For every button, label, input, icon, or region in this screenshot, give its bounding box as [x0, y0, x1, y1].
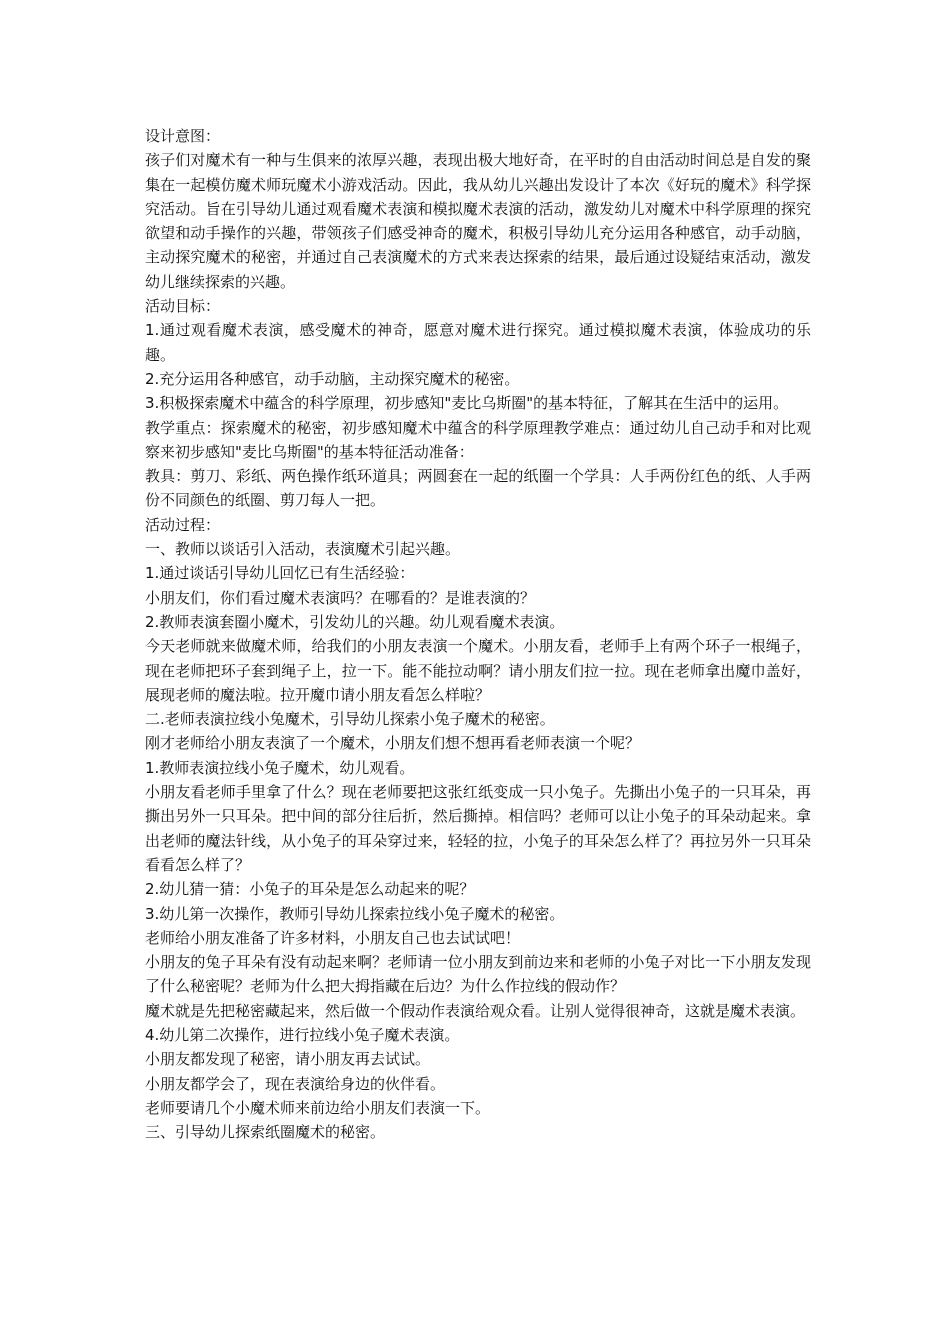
- paragraph: 小朋友都学会了，现在表演给身边的伙伴看。: [145, 1074, 446, 1093]
- list-item: 2.充分运用各种感官，动手动脑，主动探究魔术的秘密。: [145, 369, 520, 388]
- list-item: 3.积极探索魔术中蕴含的科学原理，初步感知"麦比乌斯圈"的基本特征，了解其在生活中的运用。: [145, 394, 789, 413]
- list-item: 2.幼儿猜一猜：小兔子的耳朵是怎么动起来的呢？: [145, 880, 475, 899]
- paragraph: 一、教师以谈话引入活动，表演魔术引起兴趣。: [145, 540, 461, 559]
- list-item: 2.教师表演套圈小魔术，引发幼儿的兴趣。幼儿观看魔术表演。: [145, 612, 565, 631]
- list-item: 1.通过谈话引导幼儿回忆已有生活经验：: [145, 564, 415, 583]
- paragraph: 刚才老师给小朋友表演了一个魔术，小朋友们想不想再看老师表演一个呢？: [145, 734, 641, 753]
- paragraph: 教具：剪刀、彩纸、两色操作纸环道具；两圆套在一起的纸圈一个学具：人手两份红色的纸、人手两份不同颜色的纸圈、剪刀每人一把。: [145, 467, 811, 510]
- document-body: [145, 124, 811, 1144]
- paragraph: 老师给小朋友准备了许多材料，小朋友自己也去试试吧！: [145, 928, 521, 947]
- paragraph: 小朋友的兔子耳朵有没有动起来啊？老师请一位小朋友到前边来和老师的小兔子对比一下小朋友发现了什么秘密呢？老师为什么把大拇指藏在后边？为什么作拉线的假动作？: [145, 953, 811, 996]
- list-item: 1.通过观看魔术表演，感受魔术的神奇，愿意对魔术进行探究。通过模拟魔术表演，体验成功的乐趣。: [145, 321, 811, 364]
- paragraph: 小朋友看老师手里拿了什么？现在老师要把这张红纸变成一只小兔子。先撕出小兔子的一只耳朵，再撕出另外一只耳朵。把中间的部分往后折，然后撕掉。相信吗？老师可以让小兔子的耳朵动起来。拿出老师的魔法针线，从小兔子的耳朵穿过来，轻轻的拉，小兔子的耳朵怎么样了？再拉另外一只耳朵看看怎么样了？: [145, 783, 811, 874]
- paragraph: 老师要请几个小魔术师来前边给小朋友们表演一下。: [145, 1098, 491, 1117]
- paragraph: 小朋友们，你们看过魔术表演吗？在哪看的？是谁表演的？: [145, 588, 536, 607]
- paragraph: 小朋友都发现了秘密，请小朋友再去试试。: [145, 1050, 431, 1069]
- paragraph: 魔术就是先把秘密藏起来，然后做一个假动作表演给观众看。让别人觉得很神奇，这就是魔术表演。: [145, 1001, 806, 1020]
- section-heading-activity-process: 活动过程：: [145, 515, 221, 534]
- paragraph: 孩子们对魔术有一种与生俱来的浓厚兴趣，表现出极大地好奇，在平时的自由活动时间总是自发的聚集在一起模仿魔术师玩魔术小游戏活动。因此，我从幼儿兴趣出发设计了本次《好玩的魔术》科学探究活动。旨在引导幼儿通过观看魔术表演和模拟魔术表演的活动，激发幼儿对魔术中科学原理的探究欲望和动手操作的兴趣，带领孩子们感受神奇的魔术，积极引导幼儿充分运用各种感官，动手动脑，主动探究魔术的秘密，并通过自己表演魔术的方式来表达探索的结果，最后通过设疑结束活动，激发幼儿继续探索的兴趣。: [145, 151, 811, 291]
- section-heading-activity-goals: 活动目标：: [145, 297, 221, 316]
- paragraph: 三、引导幼儿探索纸圈魔术的秘密。: [145, 1123, 386, 1142]
- list-item: 1.教师表演拉线小兔子魔术，幼儿观看。: [145, 758, 415, 777]
- list-item: 4.幼儿第二次操作，进行拉线小兔子魔术表演。: [145, 1025, 460, 1044]
- section-heading-design-intent: 设计意图：: [145, 127, 221, 145]
- paragraph: 教学重点：探索魔术的秘密，初步感知魔术中蕴含的科学原理教学难点：通过幼儿自己动手和对比观察来初步感知"麦比乌斯圈"的基本特征活动准备：: [145, 418, 811, 461]
- paragraph: 今天老师就来做魔术师，给我们的小朋友表演一个魔术。小朋友看，老师手上有两个环子一根绳子，现在老师把环子套到绳子上，拉一下。能不能拉动啊？请小朋友们拉一拉。现在老师拿出魔巾盖好，展现老师的魔法啦。拉开魔巾请小朋友看怎么样啦？: [145, 637, 811, 704]
- paragraph: 二.老师表演拉线小兔魔术，引导幼儿探索小兔子魔术的秘密。: [145, 710, 555, 729]
- list-item: 3.幼儿第一次操作，教师引导幼儿探索拉线小兔子魔术的秘密。: [145, 904, 565, 923]
